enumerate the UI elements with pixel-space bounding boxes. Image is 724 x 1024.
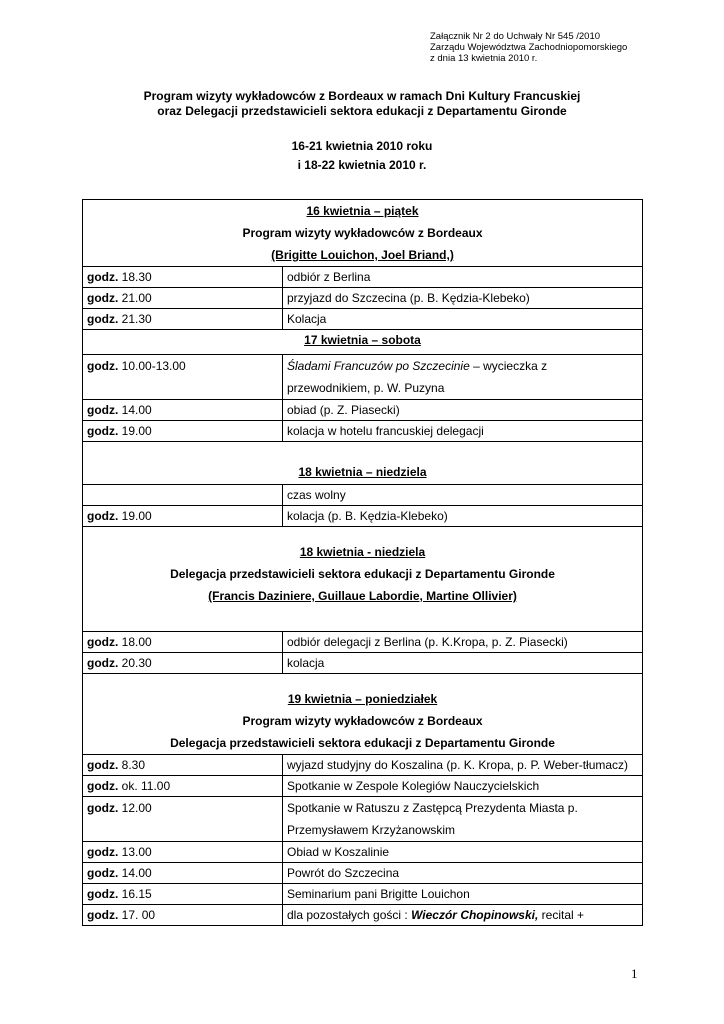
godz-label: godz.	[87, 424, 119, 438]
day-heading: 19 kwietnia – poniedziałek	[287, 692, 438, 706]
activity-text: – wycieczka z	[469, 359, 548, 373]
schedule-table	[82, 199, 643, 926]
table-row	[83, 400, 643, 421]
table-row	[83, 309, 643, 330]
dates-line-1: 16-21 kwietnia 2010 roku	[291, 139, 433, 153]
activity: Obiad w Koszalinie	[283, 842, 643, 863]
time-value: 14.00	[121, 866, 152, 880]
annex-line: z dnia 13 kwietnia 2010 r.	[430, 53, 538, 64]
dates-line-2: i 18-22 kwietnia 2010 r.	[297, 158, 427, 172]
time-value: 16.15	[121, 887, 152, 901]
activity-text-2: Przemysławem Krzyżanowskim	[287, 823, 456, 837]
godz-label: godz.	[87, 291, 119, 305]
activity: odbiór delegacji z Berlina (p. K.Kropa, p. Z. Piasecki)	[283, 632, 643, 653]
table-row	[83, 506, 643, 527]
table-row	[83, 842, 643, 863]
table-row	[83, 288, 643, 309]
time-value: 19.00	[121, 424, 152, 438]
godz-label: godz.	[87, 312, 119, 326]
title-line-1: Program wizyty wykładowców z Bordeaux w ramach Dni Kultury Francuskiej	[143, 89, 581, 103]
table-row	[83, 755, 643, 776]
time-value: 8.30	[121, 758, 146, 772]
godz-label: godz.	[87, 866, 119, 880]
section-header	[83, 442, 643, 485]
section-header	[83, 330, 643, 355]
activity-bold-italic: Wieczór Chopinowski,	[411, 908, 539, 922]
section-header	[83, 200, 643, 267]
table-row	[83, 905, 643, 926]
section-header	[83, 674, 643, 755]
activity-text-after: recital +	[538, 908, 585, 922]
annex-note	[430, 31, 627, 64]
time-value: 12.00	[121, 801, 152, 815]
day-heading: 17 kwietnia – sobota	[304, 333, 421, 347]
time-value: 18.30	[121, 270, 152, 284]
time-value: 21.00	[121, 291, 152, 305]
activity: kolacja (p. B. Kędzia-Klebeko)	[283, 506, 643, 527]
table-row	[83, 884, 643, 905]
godz-label: godz.	[87, 908, 119, 922]
delegation-heading: Delegacja przedstawicieli sektora edukacji z Departamentu Gironde	[170, 567, 555, 581]
activity: obiad (p. Z. Piasecki)	[283, 400, 643, 421]
table-row	[83, 863, 643, 884]
program-heading: Program wizyty wykładowców z Bordeaux	[242, 226, 483, 240]
activity: Powrót do Szczecina	[283, 863, 643, 884]
time-value: 14.00	[121, 403, 152, 417]
table-row	[83, 421, 643, 442]
section-header	[83, 527, 643, 632]
activity	[283, 905, 643, 926]
table-row	[83, 653, 643, 674]
table-row	[83, 355, 643, 400]
activity: wyjazd studyjny do Koszalina (p. K. Kropa, p. P. Weber-tłumacz)	[283, 755, 643, 776]
time-value: 19.00	[121, 509, 152, 523]
activity-text-2: przewodnikiem, p. W. Puzyna	[287, 381, 445, 395]
godz-label: godz.	[87, 403, 119, 417]
activity: kolacja w hotelu francuskiej delegacji	[283, 421, 643, 442]
table-row	[83, 776, 643, 797]
guests-heading: (Brigitte Louichon, Joel Briand,)	[271, 248, 454, 262]
activity-text: Spotkanie w Ratuszu z Zastępcą Prezydenta Miasta p.	[287, 801, 578, 815]
activity: Seminarium pani Brigitte Louichon	[283, 884, 643, 905]
activity: czas wolny	[283, 485, 643, 506]
time-value: 21.30	[121, 312, 152, 326]
activity: Spotkanie w Zespole Kolegiów Nauczycielskich	[283, 776, 643, 797]
godz-label: godz.	[87, 270, 119, 284]
table-row	[83, 267, 643, 288]
activity-italic: Śladami Francuzów po Szczecinie	[287, 359, 470, 373]
activity: Kolacja	[283, 309, 643, 330]
godz-label: godz.	[87, 635, 119, 649]
godz-label: godz.	[87, 656, 119, 670]
time-value: 17. 00	[121, 908, 156, 922]
activity	[283, 355, 643, 400]
title-line-2: oraz Delegacji przedstawicieli sektora edukacji z Departamentu Gironde	[157, 104, 567, 118]
annex-line: Załącznik Nr 2 do Uchwały Nr 545 /2010	[430, 31, 601, 42]
activity: odbiór z Berlina	[283, 267, 643, 288]
day-heading: 18 kwietnia – niedziela	[298, 465, 427, 479]
activity	[283, 797, 643, 842]
time-value: 20.30	[121, 656, 152, 670]
table-row	[83, 797, 643, 842]
godz-label: godz.	[87, 359, 119, 373]
page-number: 1	[631, 966, 638, 981]
annex-line: Zarządu Województwa Zachodniopomorskiego	[430, 42, 628, 53]
day-heading: 16 kwietnia – piątek	[306, 204, 419, 218]
activity: przyjazd do Szczecina (p. B. Kędzia-Klebeko)	[283, 288, 643, 309]
time-value: 10.00-13.00	[121, 359, 186, 373]
godz-label: godz.	[87, 801, 119, 815]
table-row	[83, 632, 643, 653]
time-value: 13.00	[121, 845, 152, 859]
godz-label: godz.	[87, 509, 119, 523]
guests-heading: (Francis Daziniere, Guillaue Labordie, Martine Ollivier)	[208, 589, 517, 603]
table-row	[83, 485, 643, 506]
time-value: 18.00	[121, 635, 152, 649]
godz-label: godz.	[87, 779, 119, 793]
delegation-heading: Delegacja przedstawicieli sektora edukacji z Departamentu Gironde	[170, 736, 555, 750]
program-heading: Program wizyty wykładowców z Bordeaux	[242, 714, 483, 728]
godz-label: godz.	[87, 845, 119, 859]
godz-label: godz.	[87, 887, 119, 901]
activity: kolacja	[283, 653, 643, 674]
godz-label: godz.	[87, 758, 119, 772]
activity-text: dla pozostałych gości :	[287, 908, 412, 922]
day-heading: 18 kwietnia - niedziela	[299, 545, 426, 559]
time-value: ok. 11.00	[121, 779, 171, 793]
